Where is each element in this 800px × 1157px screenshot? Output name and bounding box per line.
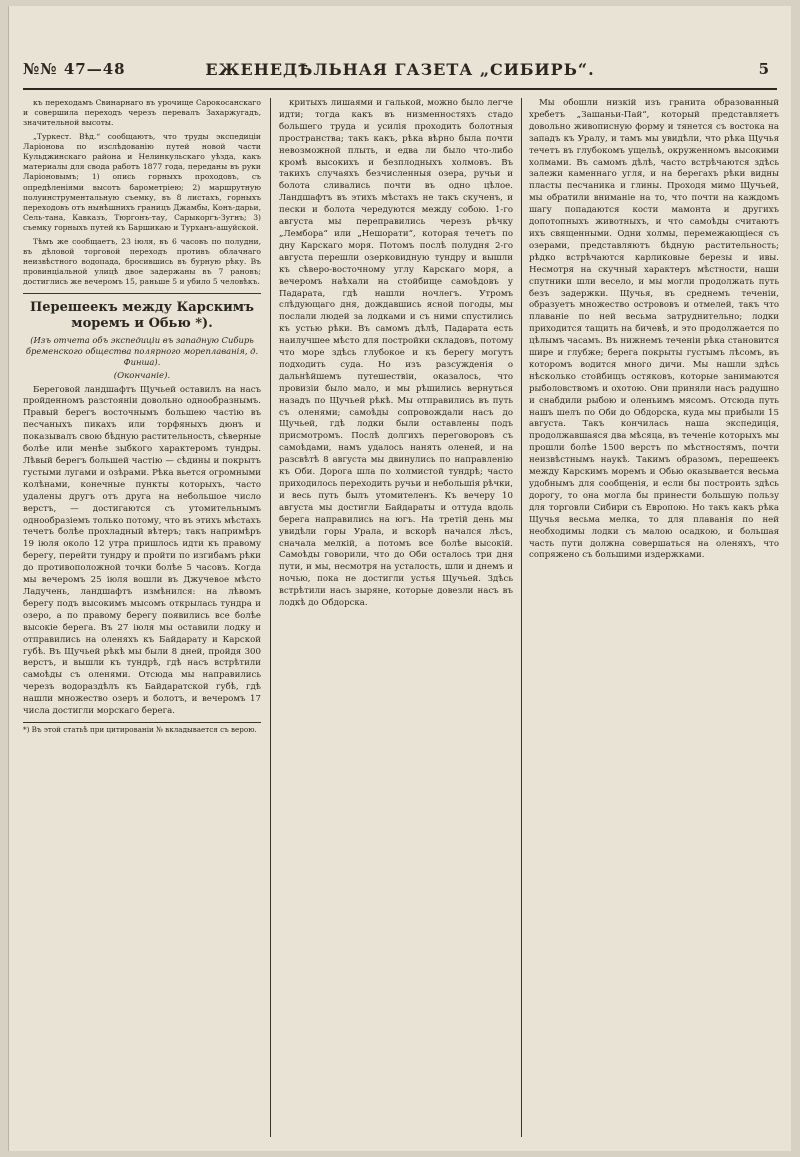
news-item: „Туркест. Вѣд.“ сообщаютъ, что труды экспедиціи Ларіонова по изслѣдованію путей новой части Кульджинскаго района и Нелинкульскаго уѣзда, какъ материалы для свода работъ 1877 года, переданы въ руки Ларіоновымъ; 1) опись горныхъ проходовъ, съ опредѣленіями высотъ барометріею; 2) маршрутную полуинструментальную съемку, въ 8 листахъ, горныхъ переходовъ отъ нынѣшнихъ границъ Джамбы, Конъ-дарьи, Сель-тана, Кавказъ, Тюргонъ-тау, Сарыкоргъ-Зугнъ; 3) съемку горныхъ путей къ Баршикаю и Турханъ-ашуйской. xyxy=(23,131,261,233)
article-body: критыхъ лишаями и галькой, можно было легче идти; тогда какъ въ низменностяхъ стадо большего труда и усилія проходить болотныя пространства; такъ какъ, рѣка вѣрно была почти невозможной плыть, и едва ли было что-либо кромѣ высокихъ и безплодныхъ холмовъ. Въ такихъ случаяхъ безчисленныя озера, ручьи и болота сливались почти въ одно цѣлое. Ландшафтъ въ этихъ мѣстахъ не такъ скученъ, и пески и болота чередуются между собою. 1-го августа мы переправились черезъ рѣчку „Лембора“ или „Нешорати“, которая течетъ по дну Карскаго моря. Потомъ послѣ полудня 2-го августа перешли озерковидную тундру и вышли къ сѣверо-восточному углу Карскаго моря, а вечеромъ наѣхали на стойбище самоѣдовъ у Падарата, гдѣ нашли ночлегъ. Утромъ слѣдующаго дня, дождавшись ясной погоды, мы послали людей за лодками и съ ними спустились къ устью рѣки. Въ самомъ дѣлѣ, Падарата есть наилучшее мѣсто для постройки складовъ, потому что море здѣсь глубокое и къ берегу могутъ подходить суда. Но изъ разсужденія о дальнѣйшемъ путешествіи, оказалось, что провизіи было мало, и мы рѣшились вернуться назадъ по Щучьей рѣкѣ. Мы отправились въ путь съ оленями; самоѣды сопровождали насъ до Щучьей, гдѣ лодки были оставлены подъ присмотромъ. Послѣ долгихъ переговоровъ съ самоѣдами, намъ удалось нанять оленей, и на разсвѣтѣ 8 августа мы двинулись по направленію къ Оби. Дорога шла по холмистой тундрѣ; часто приходилось переходить ручьи и небольшія рѣчки, и весь путь былъ утомителенъ. Къ вечеру 10 августа мы достигли Байдараты и оттуда вдоль берега направились на югъ. На третій день мы увидѣли горы Урала, и вскорѣ начался лѣсъ, сначала мелкій, а потомъ все болѣе высокій. Самоѣды говорили, что до Оби осталось три дня пути, и мы, несмотря на усталость, шли и днемъ и ночью, пока не достигли устья Щучьей. Здѣсь встрѣтили насъ зыряне, которые довезли насъ въ лодкѣ до Обдорска. xyxy=(279,98,513,609)
news-item: Тѣмъ же сообщаетъ, 23 іюля, въ 6 часовъ по полудни, въ дѣловой торговой переходъ противъ облачнаго неизвѣстного водопада, бросившись въ бурную рѣку. Въ провинціальной улицѣ двое задержаны въ 7 рановъ; достиглись же вечеромъ 15, раньше 5 и убило 5 человѣкъ. xyxy=(23,236,261,287)
article-subtitle: (Изъ отчета объ экспедиціи въ западную Сибирь бременского общества полярного мореплаванія, д. Финша). xyxy=(25,334,259,367)
article-title: Перешеекъ между Карскимъ моремъ и Обью *). xyxy=(29,299,255,331)
footnote: *) Въ этой статьѣ при цитированіи № вкладывается съ верою. xyxy=(23,722,261,735)
column-divider xyxy=(521,98,522,1137)
column-2 xyxy=(279,98,513,1137)
article-continuation: (Окончаніе). xyxy=(113,370,171,381)
news-item: къ переходамъ Свинарнаго въ урочище Сарокосанскаго и совершила переходъ черезъ перевалъ Захаржугадъ, значительной высоты. xyxy=(23,98,261,128)
newspaper-page xyxy=(8,6,791,1151)
newspaper-title: ЕЖЕНЕДѢЛЬНАЯ ГАЗЕТА „СИБИРЬ“. xyxy=(205,60,595,79)
column-divider xyxy=(270,98,271,1137)
page-number: 5 xyxy=(758,60,769,78)
section-separator xyxy=(23,293,261,294)
article-body: Береговой ландшафтъ Щучьей оставилъ на насъ пройденномъ разстояніи довольно однообразнымъ. Правый берегъ восточнымъ большею частію въ песчаныхъ пикахъ или торфяныхъ дюнъ и показывалъ свою бѣдную растительность, сѣверные болѣе или менѣе зыбкого характеромъ тундры. Лѣвый берегъ большей частію — сѣдины и покрытъ густыми лугами и озѣрами. Рѣка вьется огромными колѣнами, конечные пункты которыхъ, часто удалены другъ отъ друга на небольшое число верстъ, — достигаются съ утомительнымъ однообразіемъ только потому, что въ этихъ мѣстахъ течетъ болѣе прохладный вѣтеръ; такъ напримѣръ 19 іюля около 12 утра пришлось идти къ правому берегу, перейти тундру и пройти по изгибамъ рѣки до противоположной точки болѣе 5 часовъ. Когда мы вечеромъ 25 іюля вошли въ Джучевое мѣсто Ладучень, ландшафтъ измѣнился: на лѣвомъ берегу подъ высокимъ мысомъ открылась тундра и озеро, а по правому берегу появились все болѣе высокіе берега. Въ 27 іюля мы оставили лодку и отправились на оленяхъ къ Байдарату и Карской губѣ. Въ Щучьей рѣкѣ мы были 8 дней, пройдя 300 верстъ, и вышли къ тундрѣ, гдѣ насъ встрѣтили самоѣды съ оленями. Отсюда мы направились черезъ водораздѣлъ къ Байдаратской губѣ, гдѣ нашли множество озеръ и болотъ, и вечеромъ 17 числа достигли морскаго берега. xyxy=(23,384,261,717)
column-3 xyxy=(529,98,779,1137)
issue-number: №№ 47—48 xyxy=(23,60,126,78)
column-1 xyxy=(23,98,261,1137)
page-header xyxy=(23,54,777,90)
article-body: Мы обошли низкій изъ гранита образованный хребетъ „Зашаньи-Пай“, который представляетъ довольно живописную форму и тянется съ востока на западъ къ Уралу, и тамъ мы увидѣли, что рѣка Щучья течетъ въ глубокомъ ущельѣ, окруженномъ высокими холмами. Въ самомъ дѣлѣ, часто встрѣчаются здѣсь залежи каменнаго угля, и на берегахъ рѣки видны пласты песчаника и глины. Проходя мимо Щучьей, мы обратили вниманіе на то, что почти на каждомъ шагу попадаются кости мамонта и другихъ допотопныхъ животныхъ, и что самоѣды считаютъ ихъ священными. Одни холмы, перемежающіеся съ озерами, представляютъ бѣдную растительность; рѣдко встрѣчаются карликовые березы и ивы. Несмотря на скучный характеръ мѣстности, наши спутники шли весело, и мы могли продолжать путь безъ задержки. Щучья, въ среднемъ теченіи, образуетъ множество острововъ и отмелей, такъ что плаваніе по ней весьма затруднительно; лодки приходится тащить на бичевѣ, и это продолжается по цѣлымъ часамъ. Въ нижнемъ теченіи рѣка становится шире и глубже; берега покрыты густымъ лѣсомъ, въ которомъ водится много дичи. Мы нашли здѣсь нѣсколько стойбищъ остяковъ, которые занимаются рыболовствомъ и охотою. Они приняли насъ радушно и снабдили рыбою и оленьимъ мясомъ. Отсюда путь нашъ шелъ по Оби до Обдорска, куда мы прибыли 15 августа. Такъ кончилась наша экспедиція, продолжавшаяся два мѣсяца, въ теченіе которыхъ мы прошли болѣе 1500 верстъ по мѣстностямъ, почти неизвѣстнымъ наукѣ. Такимъ образомъ, перешеекъ между Карскимъ моремъ и Обью оказывается весьма удобнымъ для сообщенія, и если бы построить здѣсь дорогу, то она могла бы принести большую пользу для торговли Сибири съ Европою. Но такъ какъ рѣка Щучья весьма мелка, то для плаванія по ней необходимы лодки съ малою осадкою, и большая часть пути должна совершаться на оленяхъ, что сопряжено съ большими издержками. xyxy=(529,98,779,561)
